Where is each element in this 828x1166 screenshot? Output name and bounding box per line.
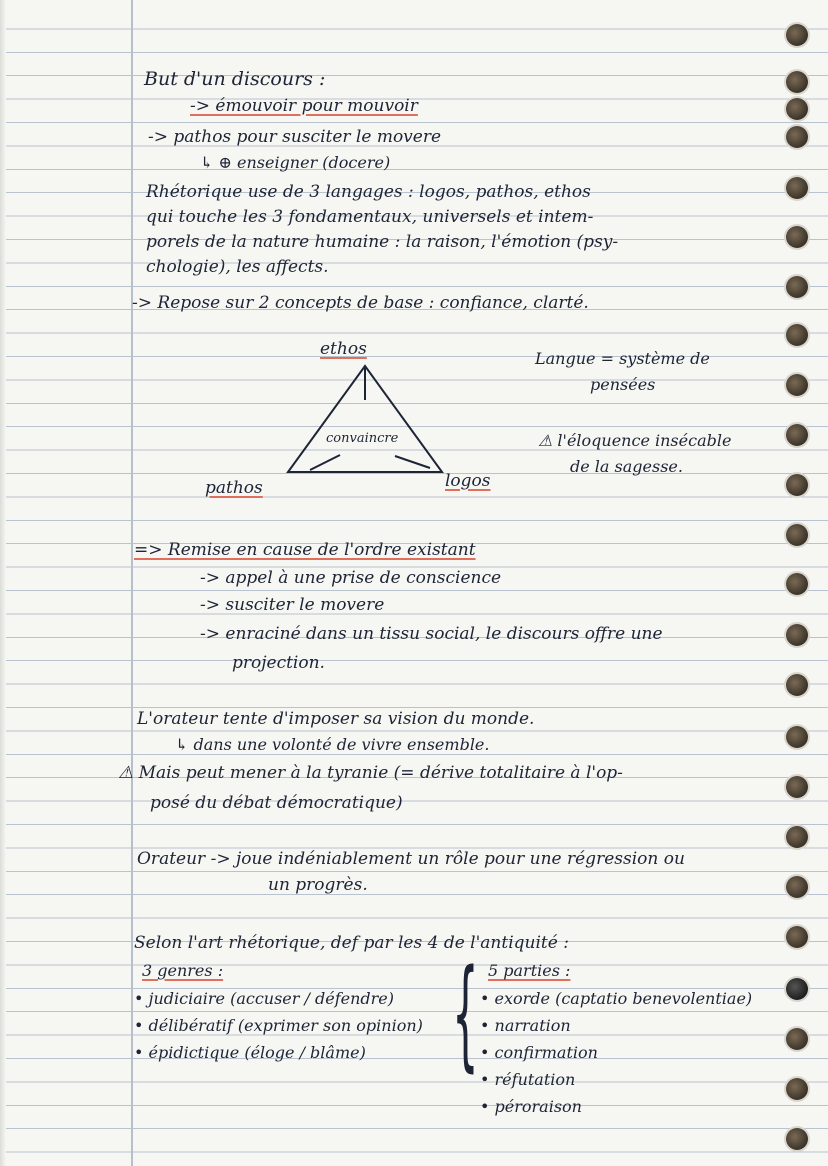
binder-hole xyxy=(786,573,808,595)
note-line: posé du débat démocratique) xyxy=(150,793,403,813)
note-heading: But d'un discours : xyxy=(144,68,326,90)
binder-hole xyxy=(786,1128,808,1150)
side-note: ⚠ l'éloquence insécable xyxy=(538,431,732,450)
note-line: ↳ dans une volonté de vivre ensemble. xyxy=(175,735,490,754)
binder-hole xyxy=(786,71,808,93)
binder-hole xyxy=(786,1028,808,1050)
note-line: -> Repose sur 2 concepts de base : confiance, clarté. xyxy=(132,293,589,313)
binder-holes xyxy=(768,0,828,1166)
partie-item: • narration xyxy=(480,1016,571,1035)
page-edge xyxy=(0,0,6,1166)
note-line: -> pathos pour susciter le movere xyxy=(148,127,442,147)
note-line: -> émouvoir pour mouvoir xyxy=(190,96,418,116)
binder-hole xyxy=(786,474,808,496)
binder-hole xyxy=(786,978,808,1000)
partie-item: • péroraison xyxy=(480,1097,582,1116)
note-line: projection. xyxy=(232,653,325,673)
note-line: Orateur -> joue indéniablement un rôle pour une régression ou xyxy=(137,849,685,869)
genre-item: • judiciaire (accuser / défendre) xyxy=(134,989,394,1008)
binder-hole xyxy=(786,98,808,120)
binder-hole xyxy=(786,226,808,248)
note-line: L'orateur tente d'imposer sa vision du monde. xyxy=(137,709,535,729)
note-line: ↳ ⊕ enseigner (docere) xyxy=(200,153,391,172)
binder-hole xyxy=(786,374,808,396)
binder-hole xyxy=(786,624,808,646)
note-line: Rhétorique use de 3 langages : logos, pathos, ethos xyxy=(146,182,591,202)
note-line: un progrès. xyxy=(268,875,368,895)
binder-hole xyxy=(786,324,808,346)
note-line: chologie), les affects. xyxy=(146,257,329,277)
binder-hole xyxy=(786,524,808,546)
binder-hole xyxy=(786,726,808,748)
binder-hole xyxy=(786,1078,808,1100)
side-note: Langue = système de xyxy=(535,349,710,368)
genre-item: • épidictique (éloge / blâme) xyxy=(134,1043,366,1062)
note-line: -> appel à une prise de conscience xyxy=(200,568,502,588)
binder-hole xyxy=(786,876,808,898)
side-note: pensées xyxy=(590,375,656,394)
binder-hole xyxy=(786,826,808,848)
partie-item: • réfutation xyxy=(480,1070,576,1089)
note-line: -> susciter le movere xyxy=(200,595,385,615)
binder-hole xyxy=(786,926,808,948)
curly-brace: { xyxy=(452,945,479,1084)
genre-item: • délibératif (exprimer son opinion) xyxy=(134,1016,423,1035)
triangle-label-left: pathos xyxy=(205,478,263,498)
rhetoric-triangle xyxy=(280,360,450,480)
genres-title: 3 genres : xyxy=(142,961,224,980)
binder-hole xyxy=(786,424,808,446)
note-line: Selon l'art rhétorique, def par les 4 de l'antiquité : xyxy=(134,933,569,953)
triangle-label-right: logos xyxy=(445,471,491,491)
note-line: porels de la nature humaine : la raison, l'émotion (psy- xyxy=(146,232,619,252)
binder-hole xyxy=(786,276,808,298)
note-line: -> enraciné dans un tissu social, le discours offre une xyxy=(200,624,663,644)
triangle-label-center: convaincre xyxy=(326,431,399,446)
binder-hole xyxy=(786,126,808,148)
binder-hole xyxy=(786,674,808,696)
note-line: => Remise en cause de l'ordre existant xyxy=(134,540,476,560)
note-line: qui touche les 3 fondamentaux, universels et intem- xyxy=(146,207,594,227)
margin-line xyxy=(131,0,133,1166)
binder-hole xyxy=(786,24,808,46)
partie-item: • confirmation xyxy=(480,1043,598,1062)
partie-item: • exorde (captatio benevolentiae) xyxy=(480,989,753,1008)
note-line: ⚠ Mais peut mener à la tyranie (= dérive totalitaire à l'op- xyxy=(118,763,623,783)
triangle-label-top: ethos xyxy=(320,339,367,359)
side-note: de la sagesse. xyxy=(570,457,683,476)
binder-hole xyxy=(786,776,808,798)
binder-hole xyxy=(786,177,808,199)
parties-title: 5 parties : xyxy=(488,961,571,980)
